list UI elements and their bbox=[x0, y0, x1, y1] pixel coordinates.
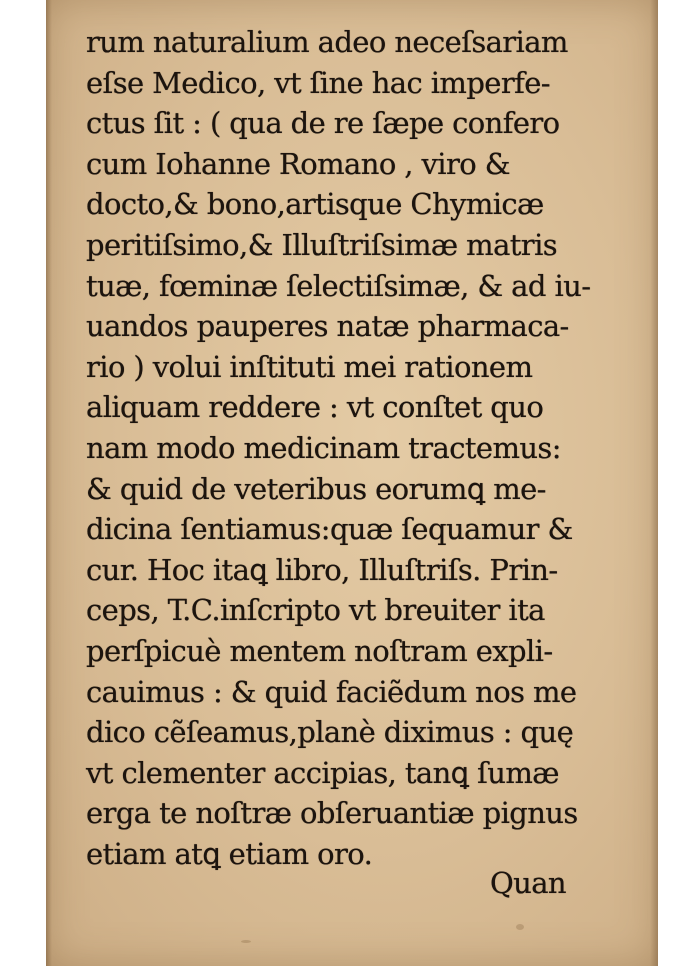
text-line: vt clementer accipias, tanꝗ ſumæ bbox=[86, 755, 559, 790]
text-line: rio ) volui inſtituti mei rationem bbox=[86, 349, 533, 384]
paper-page bbox=[46, 0, 658, 966]
text-line: cauimus : & quid faciẽdum nos me bbox=[86, 674, 577, 709]
text-line: dico cẽſeamus,planè diximus : quę bbox=[86, 715, 574, 750]
text-line: ctus ſit : ( qua de re ſæpe confero bbox=[86, 106, 560, 141]
text-line: docto,& bono,artisque Chymicæ bbox=[86, 187, 544, 222]
text-line: dicina ſentiamus:quæ ſequamur & bbox=[86, 512, 573, 547]
catchword: Quan bbox=[489, 866, 566, 900]
text-line: etiam atꝗ etiam oro. bbox=[86, 836, 373, 871]
text-line: perſpicuè mentem noſtram expli‑ bbox=[86, 633, 553, 668]
paper-stain bbox=[241, 940, 251, 943]
text-line: uandos pauperes natæ pharmaca‑ bbox=[86, 309, 569, 344]
paper-stain bbox=[516, 924, 524, 930]
text-line: erga te noſtræ obſeruantiæ pignus bbox=[86, 796, 578, 831]
text-line: cur. Hoc itaꝗ libro, Illuſtriſs. Prin‑ bbox=[86, 552, 558, 587]
text-line: aliquam reddere : vt conſtet quo bbox=[86, 390, 544, 425]
text-line: ceps, T.C.inſcripto vt breuiter ita bbox=[86, 593, 545, 628]
text-line: nam modo medicinam tractemus: bbox=[86, 430, 561, 465]
text-line: rum naturalium adeo neceſsariam bbox=[86, 25, 568, 59]
text-line: & quid de veteribus eorumꝗ me‑ bbox=[86, 471, 546, 506]
text-line: tuæ, fœminæ ſelectiſsimæ, & ad iu‑ bbox=[86, 268, 591, 303]
text-line: peritiſsimo,& Illuſtriſsimæ matris bbox=[86, 227, 558, 262]
text-line: eſse Medico, vt ſine hac imperfe‑ bbox=[86, 65, 550, 100]
body-text bbox=[86, 22, 626, 874]
text-line: cum Iohanne Romano , viro & bbox=[86, 146, 510, 181]
